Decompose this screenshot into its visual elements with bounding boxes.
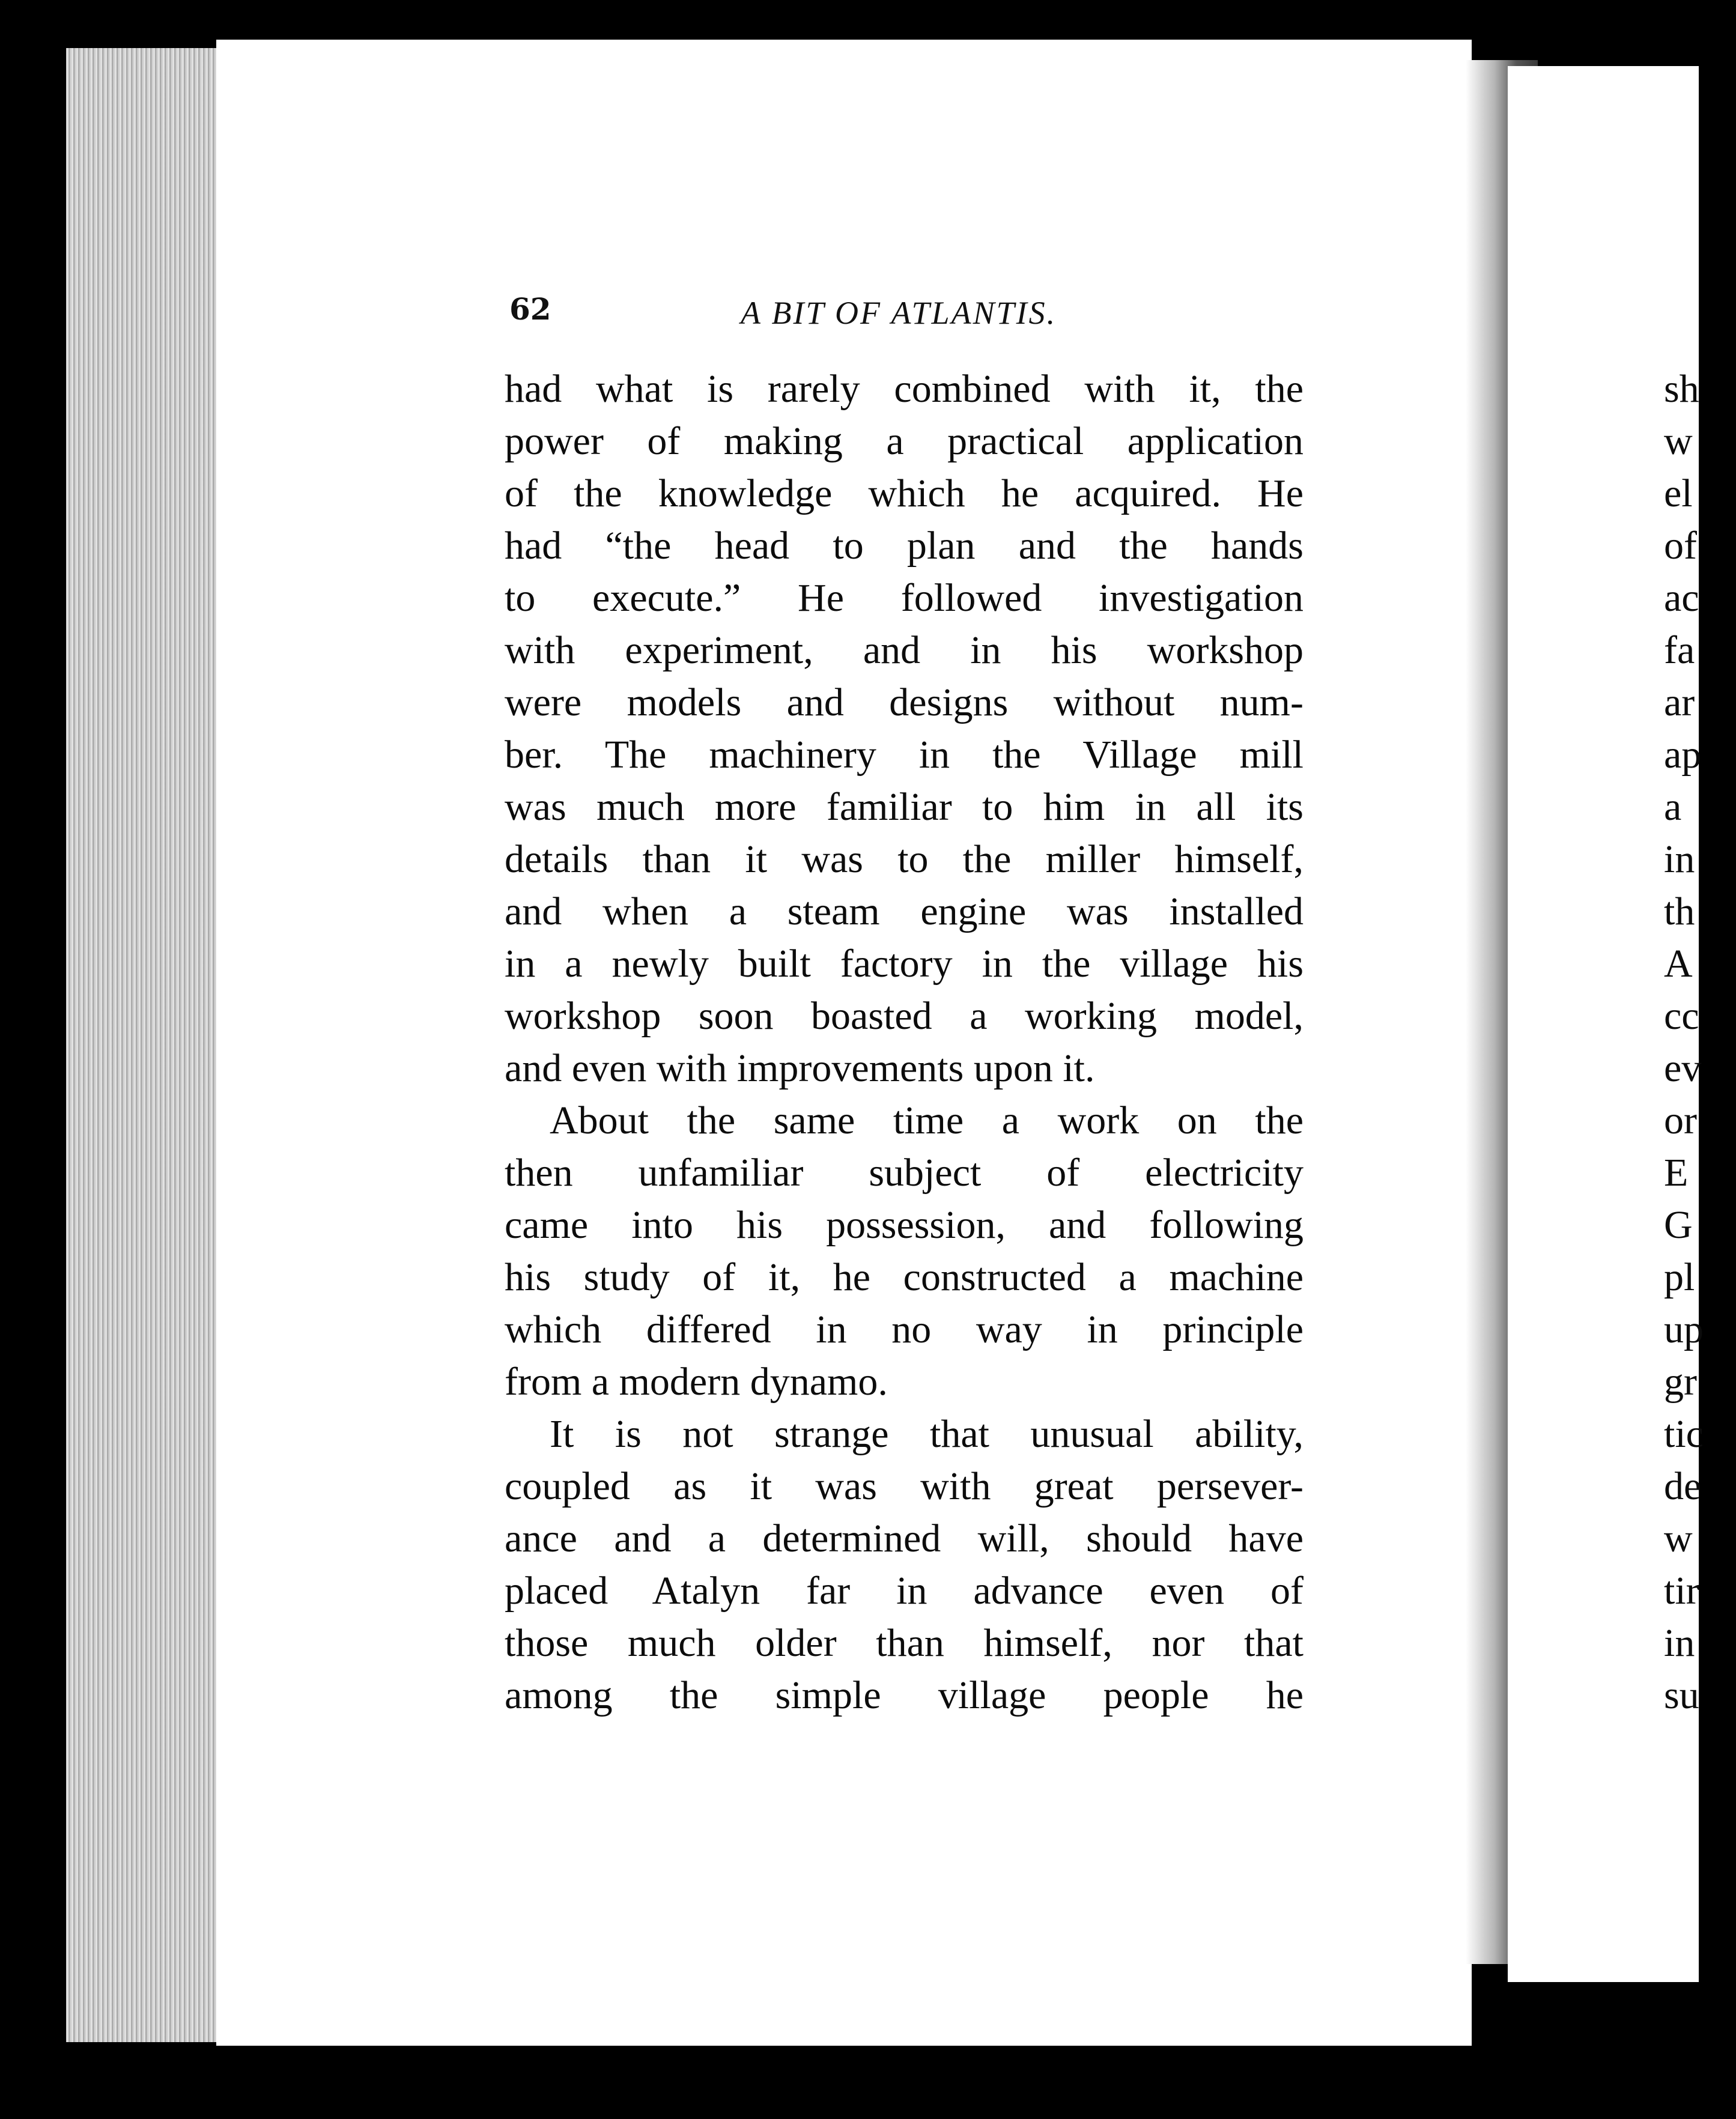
fragment: pl bbox=[1664, 1255, 1695, 1299]
text-line: was much more familiar to him in all its bbox=[505, 785, 1304, 829]
page-number: 62 bbox=[509, 291, 551, 327]
fragment: su bbox=[1664, 1673, 1699, 1717]
text-line: with experiment, and in his workshop bbox=[505, 628, 1304, 672]
text-line: had “the head to plan and the hands bbox=[505, 524, 1304, 568]
text-line: which differed in no way in principle bbox=[505, 1308, 1304, 1351]
fragment: fa bbox=[1664, 628, 1695, 672]
book-title: A BIT OF ATLANTIS. bbox=[741, 295, 1057, 331]
text-line: in a newly built factory in the village his bbox=[505, 942, 1304, 986]
fragment: sh bbox=[1664, 367, 1699, 411]
fragment: of bbox=[1664, 524, 1697, 568]
text-line: to execute.” He followed investigation bbox=[505, 576, 1304, 620]
page-edges bbox=[66, 48, 222, 2042]
fragment: A bbox=[1664, 942, 1693, 986]
text-line: those much older than himself, nor that bbox=[505, 1621, 1304, 1665]
fragment: gr bbox=[1664, 1360, 1697, 1404]
text-line: power of making a practical application bbox=[505, 419, 1304, 463]
text-line: details than it was to the miller himself, bbox=[505, 837, 1304, 881]
fragment: w bbox=[1664, 1517, 1693, 1560]
fragment: ev bbox=[1664, 1046, 1702, 1090]
fragment: ac bbox=[1664, 576, 1699, 620]
fragment: th bbox=[1664, 890, 1695, 933]
fragment: tir bbox=[1664, 1569, 1699, 1613]
text-line: ber. The machinery in the Village mill bbox=[505, 733, 1304, 777]
text-line: then unfamiliar subject of electricity bbox=[505, 1151, 1304, 1195]
text-line: his study of it, he constructed a machine bbox=[505, 1255, 1304, 1299]
fragment: in bbox=[1664, 1621, 1695, 1665]
text-line: placed Atalyn far in advance even of bbox=[505, 1569, 1304, 1613]
paragraph-first-line: It is not strange that unusual ability, bbox=[550, 1412, 1304, 1456]
text-line: among the simple village people he bbox=[505, 1673, 1304, 1717]
paragraph-first-line: About the same time a work on the bbox=[550, 1099, 1304, 1142]
fragment: el bbox=[1664, 471, 1693, 515]
fragment: w bbox=[1664, 419, 1693, 463]
text-line: workshop soon boasted a working model, bbox=[505, 994, 1304, 1038]
text-line: were models and designs without num- bbox=[505, 681, 1304, 724]
text-line: ance and a determined will, should have bbox=[505, 1517, 1304, 1560]
text-line: and when a steam engine was installed bbox=[505, 890, 1304, 933]
facing-page-fragments bbox=[1664, 363, 1736, 1721]
text-line: from a modern dynamo. bbox=[505, 1360, 888, 1404]
fragment: tic bbox=[1664, 1412, 1704, 1456]
text-line: came into his possession, and following bbox=[505, 1203, 1304, 1247]
fragment: ap bbox=[1664, 733, 1702, 777]
text-line: of the knowledge which he acquired. He bbox=[505, 471, 1304, 515]
fragment: or bbox=[1664, 1099, 1697, 1142]
fragment: ar bbox=[1664, 681, 1695, 724]
text-line: and even with improvements upon it. bbox=[505, 1046, 1095, 1090]
body-text bbox=[505, 363, 1304, 1721]
text-line: coupled as it was with great persever- bbox=[505, 1464, 1304, 1508]
fragment: G bbox=[1664, 1203, 1693, 1247]
text-line: had what is rarely combined with it, the bbox=[505, 367, 1304, 411]
fragment: E bbox=[1664, 1151, 1689, 1195]
running-head bbox=[509, 288, 1110, 330]
fragment: cc bbox=[1664, 994, 1699, 1038]
fragment: in bbox=[1664, 837, 1695, 881]
fragment: up bbox=[1664, 1308, 1704, 1351]
fragment: de bbox=[1664, 1464, 1702, 1508]
fragment: a bbox=[1664, 785, 1682, 829]
